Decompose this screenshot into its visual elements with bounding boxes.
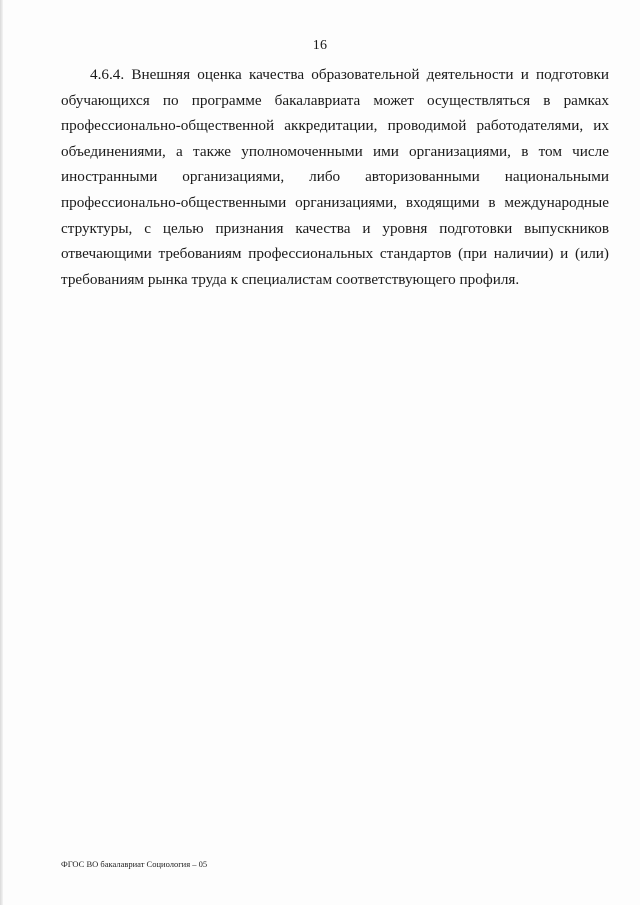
paragraph-line: 4.6.4. Внешняя оценка качества образовательной деятельности и подготовки [90,66,609,83]
paragraph-line: профессионально-общественной аккредитации, проводимой работодателями, их [61,117,609,135]
document-footer: ФГОС ВО бакалавриат Социология – 05 [61,859,208,869]
page-number: 16 [312,38,328,53]
paragraph-line: обучающихся по программе бакалавриата может осуществляться в рамках [61,91,609,109]
paragraph-line: иностранными организациями, либо авторизованными национальными [61,168,609,186]
paragraph-line: объединениями, а также уполномоченными ими организациями, в том числе [61,142,609,160]
scan-edge-shadow [0,0,3,905]
paragraph-line: структуры, с целью признания качества и уровня подготовки выпускников [61,219,609,237]
paragraph-line: требованиям рынка труда к специалистам соответствующего профиля. [61,270,520,288]
paragraph-line: профессионально-общественными организациями, входящими в международные [61,193,609,211]
paragraph-4-6-4 [61,62,609,292]
paragraph-line: отвечающими требованиям профессиональных стандартов (при наличии) и (или) [61,245,609,263]
